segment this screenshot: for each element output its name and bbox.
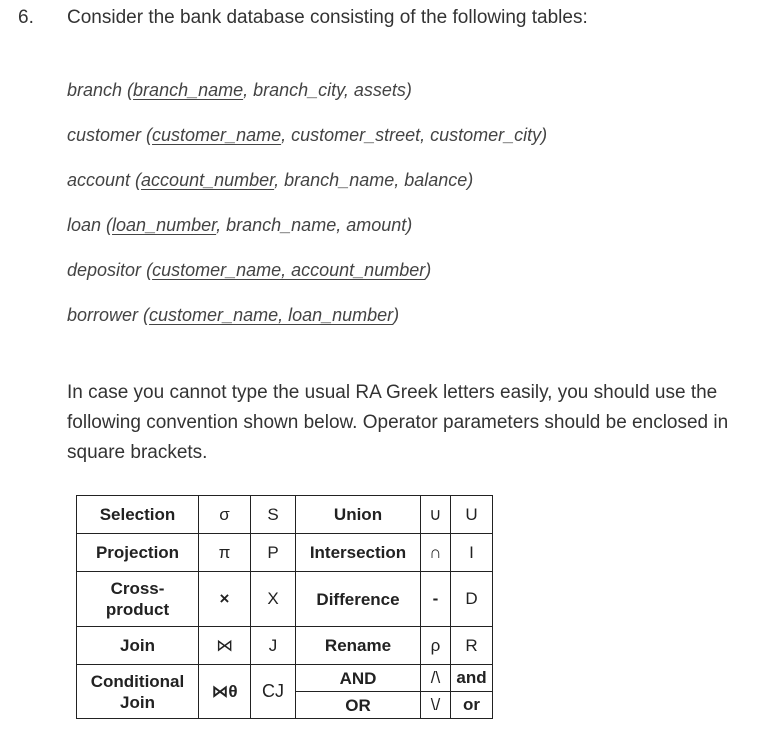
table-row bbox=[77, 572, 493, 627]
primary-key: customer_name, account_number bbox=[152, 260, 426, 280]
op-difference-name: Difference bbox=[296, 572, 421, 627]
sigma-symbol: σ bbox=[199, 496, 251, 534]
primary-key: loan_number bbox=[112, 215, 217, 235]
union-symbol: ∪ bbox=[421, 496, 451, 534]
primary-key: branch_name bbox=[133, 80, 244, 100]
op-cross-product-name: Cross- product bbox=[77, 572, 199, 627]
op-conditional-join-name: Conditional Join bbox=[77, 665, 199, 719]
schema-branch: branch (branch_name, branch_city, assets) bbox=[67, 80, 412, 100]
op-intersection-name: Intersection bbox=[296, 534, 421, 572]
op-selection-letter: S bbox=[251, 496, 296, 534]
bowtie-symbol: ⋈ bbox=[199, 627, 251, 665]
question-number: 6. bbox=[18, 7, 34, 28]
table-row bbox=[77, 627, 493, 665]
op-projection-letter: P bbox=[251, 534, 296, 572]
schema-borrower: borrower (customer_name, loan_number) bbox=[67, 305, 400, 325]
primary-key: customer_name bbox=[152, 125, 282, 145]
primary-key: customer_name, loan_number bbox=[149, 305, 394, 325]
op-cross-product-letter: X bbox=[251, 572, 296, 627]
op-projection-name: Projection bbox=[77, 534, 199, 572]
minus-symbol: - bbox=[421, 572, 451, 627]
question-text: Consider the bank database consisting of the following tables: bbox=[67, 7, 588, 28]
op-or-letter: or bbox=[451, 692, 493, 719]
schema-depositor: depositor (customer_name, account_number) bbox=[67, 260, 432, 280]
op-intersection-letter: I bbox=[451, 534, 493, 572]
table-row bbox=[77, 665, 493, 692]
theta-join-symbol: ⋈θ bbox=[199, 665, 251, 719]
op-selection-name: Selection bbox=[77, 496, 199, 534]
op-join-name: Join bbox=[77, 627, 199, 665]
pi-symbol: π bbox=[199, 534, 251, 572]
schema-loan: loan (loan_number, branch_name, amount) bbox=[67, 215, 413, 235]
rho-symbol: ρ bbox=[421, 627, 451, 665]
op-and-name: AND bbox=[296, 665, 421, 692]
op-difference-letter: D bbox=[451, 572, 493, 627]
convention-paragraph: In case you cannot type the usual RA Greek letters easily, you should use the following convention shown below. Operator parameters should be enclosed in square brackets. bbox=[67, 382, 729, 463]
primary-key: account_number bbox=[141, 170, 275, 190]
op-union-letter: U bbox=[451, 496, 493, 534]
op-and-letter: and bbox=[451, 665, 493, 692]
and-symbol: /\ bbox=[421, 665, 451, 692]
schema-account: account (account_number, branch_name, balance) bbox=[67, 170, 474, 190]
times-symbol: × bbox=[199, 572, 251, 627]
op-rename-letter: R bbox=[451, 627, 493, 665]
op-or-name: OR bbox=[296, 692, 421, 719]
operator-table bbox=[76, 495, 493, 719]
op-join-letter: J bbox=[251, 627, 296, 665]
op-conditional-join-letter: CJ bbox=[251, 665, 296, 719]
table-row bbox=[77, 496, 493, 534]
op-rename-name: Rename bbox=[296, 627, 421, 665]
op-union-name: Union bbox=[296, 496, 421, 534]
intersection-symbol: ∩ bbox=[421, 534, 451, 572]
schema-customer: customer (customer_name, customer_street, customer_city) bbox=[67, 125, 548, 145]
or-symbol: \/ bbox=[421, 692, 451, 719]
table-row bbox=[77, 534, 493, 572]
